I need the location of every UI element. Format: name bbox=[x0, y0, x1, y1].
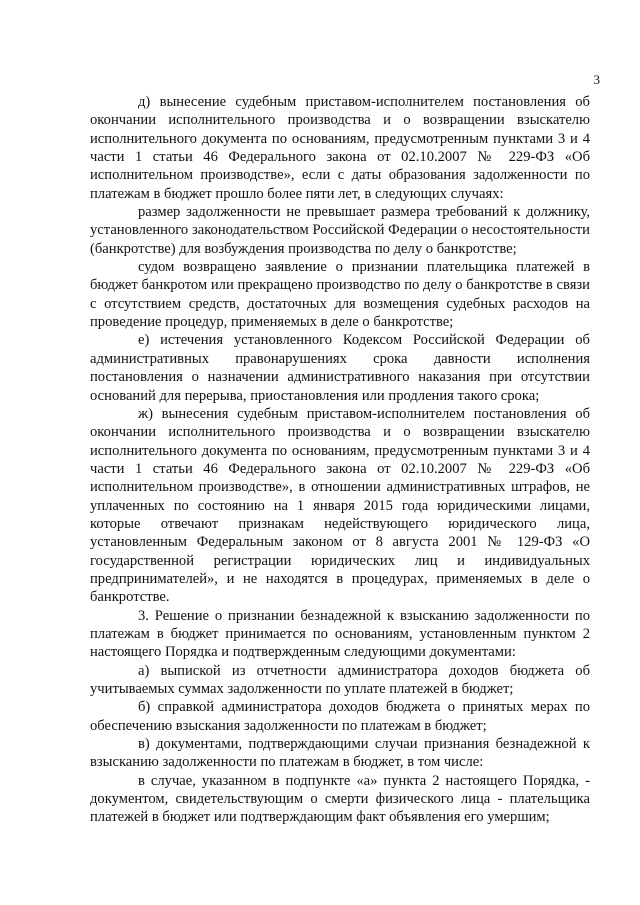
paragraph-d-case-1: размер задолженности не превышает размера требований к должнику, установленного законодательством Российской Федерации о несостоятельности (банкротстве) для возбуждения производства по делу о банкротстве; bbox=[90, 204, 590, 257]
paragraph-d-case-2: судом возвращено заявление о признании плательщика платежей в бюджет банкротом или прекращено производство по делу о банкротстве в связи с отсутствием средств, достаточных для возмещения судебных расходов на проведение процедур, применяемых в деле о банкротстве; bbox=[90, 259, 590, 331]
paragraph-d: д) вынесение судебным приставом-исполнителем постановления об окончании исполнительного производства и о возвращении взыскателю исполнительного документа по основаниям, предусмотренным пунктами 3 и 4 части 1 статьи 46 Федерального закона от 02.10.2007 № 229-ФЗ «Об исполнительном производстве», если с даты образования задолженности по платежам в бюджет прошло более пяти лет, в следующих случаях: bbox=[90, 94, 590, 202]
page-number: 3 bbox=[593, 72, 600, 87]
paragraph-e: е) истечения установленного Кодексом Российской Федерации об административных правонарушениях срока давности исполнения постановления о назначении административного наказания при отсутствии оснований для перерыва, приостановления или продления такого срока; bbox=[90, 332, 590, 404]
paragraph-zh: ж) вынесения судебным приставом-исполнителем постановления об окончании исполнительного производства и о возвращении взыскателю исполнительного документа по основаниям, предусмотренным пунктами 3 и 4 части 1 статьи 46 Федерального закона от 02.10.2007 № 229-ФЗ «Об исполнительном производстве», в отношении административных штрафов, не уплаченных по состоянию на 1 января 2015 года юридическими лицами, которые отвечают признакам недействующего юридического лица, установленным Федеральным законом от 8 августа 2001 № 129-ФЗ «О государственной регистрации юридических лиц и индивидуальных предпринимателей», и не находятся в процедурах, применяемых в деле о банкротстве. bbox=[90, 405, 590, 606]
paragraph-3a: а) выпиской из отчетности администратора доходов бюджета об учитываемых суммах задолженности по уплате платежей в бюджет; bbox=[90, 662, 590, 697]
paragraph-3: 3. Решение о признании безнадежной к взысканию задолженности по платежам в бюджет принимается по основаниям, установленным пунктом 2 настоящего Порядка и подтвержденным следующими документами: bbox=[90, 607, 590, 661]
paragraph-3b: б) справкой администратора доходов бюджета о принятых мерах по обеспечению взыскания задолженности по платежам в бюджет; bbox=[90, 699, 590, 734]
paragraph-3v: в) документами, подтверждающими случаи признания безнадежной к взысканию задолженности по платежам в бюджет, в том числе: bbox=[90, 736, 590, 771]
document-body bbox=[90, 93, 590, 827]
paragraph-3v-case-a: в случае, указанном в подпункте «а» пункта 2 настоящего Порядка, - документом, свидетельствующим о смерти физического лица - плательщика платежей в бюджет или подтверждающим факт объявления его умершим; bbox=[90, 772, 590, 826]
